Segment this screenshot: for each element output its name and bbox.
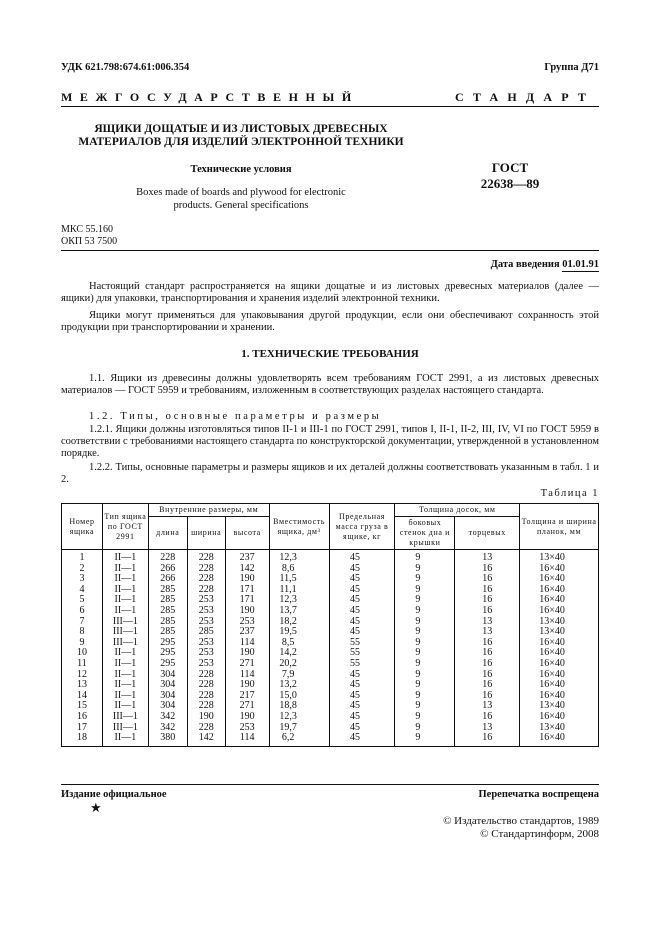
table-cell: 3 <box>62 574 103 585</box>
table-cell: 13×40 <box>520 723 599 734</box>
table-cell: 15,0 <box>269 691 329 702</box>
table-cell: 13×40 <box>520 550 599 564</box>
table-cell: 9 <box>62 638 103 649</box>
table-cell: II—1 <box>102 595 148 606</box>
table-cell: 16×40 <box>520 691 599 702</box>
table-cell: 228 <box>187 723 225 734</box>
table-cell: 295 <box>148 648 187 659</box>
table-cell: 11 <box>62 659 103 670</box>
gost-label: ГОСТ <box>491 160 529 175</box>
table-row <box>62 585 599 596</box>
table-cell: 20,2 <box>269 659 329 670</box>
table-cell: 285 <box>187 627 225 638</box>
table-cell: 228 <box>187 701 225 712</box>
table-cell: 253 <box>187 638 225 649</box>
table-cell: 271 <box>225 701 269 712</box>
table-cell: 10 <box>62 648 103 659</box>
table-cell: 9 <box>395 648 455 659</box>
table-cell: 304 <box>148 691 187 702</box>
table-cell: 18,8 <box>269 701 329 712</box>
table-cell: 45 <box>329 606 395 617</box>
title-line-2: МАТЕРИАЛОВ ДЛЯ ИЗДЕЛИЙ ЭЛЕКТРОННОЙ ТЕХНИКИ <box>78 136 404 148</box>
table-cell: 7,9 <box>269 670 329 681</box>
table-cell: 9 <box>395 712 455 723</box>
table-cell: 9 <box>395 627 455 638</box>
intro-date-label: Дата введения <box>490 259 560 270</box>
table-cell: 16×40 <box>520 595 599 606</box>
table-cell: 45 <box>329 564 395 575</box>
table-cell: 14,2 <box>269 648 329 659</box>
classification-codes <box>61 224 117 248</box>
table-cell: 13 <box>455 701 520 712</box>
table-row <box>62 595 599 606</box>
table-cell: 304 <box>148 680 187 691</box>
table-cell: 6,2 <box>269 733 329 746</box>
table-cell: 228 <box>187 574 225 585</box>
table-cell: 2 <box>62 564 103 575</box>
header-rule <box>61 106 599 107</box>
paragraph-1-2-1: 1.2.1. Ящики должны изготовляться типов II-1 и III-1 по ГОСТ 2991, типов I, II-1, II-2, III, IV, VI по ГОСТ 5959 в соответствии с требованиями настоящего стандарта по конструкторской документации, утвержденной в установленном порядке. <box>61 424 600 459</box>
table-row <box>62 712 599 723</box>
table-cell: II—1 <box>102 701 148 712</box>
english-title-line-1: Boxes made of boards and plywood for electronic <box>136 187 346 198</box>
table-cell: 45 <box>329 701 395 712</box>
table-cell: 295 <box>148 638 187 649</box>
table-cell: 237 <box>225 550 269 564</box>
codes-rule <box>61 250 599 251</box>
table-cell: 55 <box>329 659 395 670</box>
table-cell: 228 <box>187 564 225 575</box>
header-max-load: Предельная масса груза в ящике, кг <box>329 504 395 550</box>
table-cell: 14 <box>62 691 103 702</box>
banner-interstate: МЕЖГОСУДАРСТВЕННЫЙ <box>61 90 359 104</box>
table-cell: 285 <box>148 595 187 606</box>
table-row <box>62 648 599 659</box>
table-cell: 45 <box>329 585 395 596</box>
table-1 <box>61 503 599 747</box>
banner-standard: СТАНДАРТ <box>455 90 596 104</box>
document-subtitle: Технические условия <box>190 164 292 175</box>
table-cell: 228 <box>148 550 187 564</box>
table-cell: 342 <box>148 723 187 734</box>
title-line-1: ЯЩИКИ ДОЩАТЫЕ И ИЗ ЛИСТОВЫХ ДРЕВЕСНЫХ <box>94 123 388 135</box>
reprint-notice: Перепечатка воспрещена <box>478 789 599 800</box>
table-cell: 45 <box>329 670 395 681</box>
table-cell: 190 <box>225 712 269 723</box>
table-row <box>62 701 599 712</box>
table-cell: 9 <box>395 733 455 746</box>
table-cell: 266 <box>148 574 187 585</box>
table-cell: 190 <box>225 574 269 585</box>
mks-code: МКС 55.160 <box>61 224 113 235</box>
footer-rule <box>61 784 599 785</box>
table-cell: 16×40 <box>520 564 599 575</box>
copyright <box>443 815 599 841</box>
table-cell: 304 <box>148 701 187 712</box>
table-cell: 9 <box>395 723 455 734</box>
table-cell: 142 <box>187 733 225 746</box>
table-cell: 9 <box>395 691 455 702</box>
header-planks: Толщина и ширина планок, мм <box>520 504 599 550</box>
table-cell: 5 <box>62 595 103 606</box>
table-cell: 13 <box>455 550 520 564</box>
table-cell: III—1 <box>102 627 148 638</box>
table-cell: 16 <box>62 712 103 723</box>
table-cell: 16 <box>455 638 520 649</box>
table-cell: 16×40 <box>520 638 599 649</box>
table-row <box>62 733 599 746</box>
intro-date <box>491 259 599 270</box>
header-length: длина <box>148 517 187 550</box>
table-cell: 9 <box>395 595 455 606</box>
table-cell: 171 <box>225 595 269 606</box>
table-cell: 228 <box>187 585 225 596</box>
table-cell: 13×40 <box>520 627 599 638</box>
table-cell: 16 <box>455 733 520 746</box>
table-cell: 237 <box>225 627 269 638</box>
table-cell: II—1 <box>102 550 148 564</box>
header-type: Тип ящика по ГОСТ 2991 <box>102 504 148 550</box>
table-cell: 8 <box>62 627 103 638</box>
intro-date-value: 01.01.91 <box>562 259 599 270</box>
table-cell: 45 <box>329 733 395 746</box>
table-cell: 4 <box>62 585 103 596</box>
table-row <box>62 550 599 564</box>
table-cell: 45 <box>329 595 395 606</box>
table-cell: 9 <box>395 638 455 649</box>
table-cell: 16×40 <box>520 680 599 691</box>
table-cell: II—1 <box>102 648 148 659</box>
table-cell: 16×40 <box>520 574 599 585</box>
table-cell: III—1 <box>102 712 148 723</box>
table-cell: 45 <box>329 691 395 702</box>
table-cell: 9 <box>395 550 455 564</box>
table-cell: 285 <box>148 585 187 596</box>
table-cell: 8,5 <box>269 638 329 649</box>
header-board-thickness: Толщина досок, мм <box>395 504 520 517</box>
table-cell: 253 <box>187 659 225 670</box>
table-caption: Таблица 1 <box>540 488 599 499</box>
group-code: Группа Д71 <box>544 62 599 73</box>
table-cell: 16 <box>455 585 520 596</box>
table-cell: 16×40 <box>520 585 599 596</box>
header-volume: Вместимость ящика, дм³ <box>269 504 329 550</box>
table-row <box>62 574 599 585</box>
table-cell: 45 <box>329 712 395 723</box>
table-cell: 16 <box>455 574 520 585</box>
table-cell: 45 <box>329 574 395 585</box>
table-cell: 11,1 <box>269 585 329 596</box>
table-row <box>62 723 599 734</box>
table-cell: II—1 <box>102 670 148 681</box>
header-number: Номер ящика <box>62 504 103 550</box>
document-title <box>61 123 421 149</box>
table-cell: 16 <box>455 648 520 659</box>
table-cell: 45 <box>329 617 395 628</box>
table-cell: 16 <box>455 606 520 617</box>
table-cell: 285 <box>148 617 187 628</box>
table-row <box>62 638 599 649</box>
table-cell: 19,5 <box>269 627 329 638</box>
table-cell: 9 <box>395 670 455 681</box>
table-cell: 228 <box>187 680 225 691</box>
table-row <box>62 606 599 617</box>
table-row <box>62 670 599 681</box>
table-row <box>62 691 599 702</box>
table-cell: 190 <box>225 648 269 659</box>
table-cell: II—1 <box>102 733 148 746</box>
table-cell: 15 <box>62 701 103 712</box>
star-icon: ★ <box>90 800 102 815</box>
table-row <box>62 617 599 628</box>
table-cell: 1 <box>62 550 103 564</box>
table-cell: II—1 <box>102 691 148 702</box>
table-cell: 16 <box>455 595 520 606</box>
paragraph-other-products: Ящики могут применяться для упаковывания другой продукции, если они обеспечивают сохранность этой продукции при транспортировании и хранении. <box>61 310 599 333</box>
table-cell: 253 <box>225 723 269 734</box>
table-cell: 271 <box>225 659 269 670</box>
table-cell: 142 <box>225 564 269 575</box>
table-cell: 253 <box>187 606 225 617</box>
table-cell: 228 <box>187 670 225 681</box>
table-cell: 380 <box>148 733 187 746</box>
table-cell: 304 <box>148 670 187 681</box>
table-cell: II—1 <box>102 585 148 596</box>
table-cell: 13 <box>455 627 520 638</box>
paragraph-1-1: 1.1. Ящики из древесины должны удовлетворять всем требованиям ГОСТ 2991, а из листовых древесных материалов — ГОСТ 5959 и требованиям, изложенным в соответствующих разделах настоящего стандарта. <box>61 373 599 396</box>
table-cell: 228 <box>187 691 225 702</box>
table-cell: 9 <box>395 659 455 670</box>
paragraph-1-2-2: 1.2.2. Типы, основные параметры и размеры ящиков и их деталей должны соответствовать указанным в табл. 1 и 2. <box>61 462 599 485</box>
table-cell: 16×40 <box>520 670 599 681</box>
table-cell: 12 <box>62 670 103 681</box>
table-cell: 16×40 <box>520 659 599 670</box>
table-cell: 11,5 <box>269 574 329 585</box>
table-cell: 9 <box>395 564 455 575</box>
table-row <box>62 564 599 575</box>
table-cell: 190 <box>225 680 269 691</box>
table-cell: III—1 <box>102 723 148 734</box>
table-cell: 114 <box>225 638 269 649</box>
table-cell: II—1 <box>102 680 148 691</box>
english-title-line-2: products. General specifications <box>173 200 309 211</box>
table-row <box>62 659 599 670</box>
table-cell: 253 <box>187 595 225 606</box>
table-row <box>62 627 599 638</box>
table-cell: 12,3 <box>269 595 329 606</box>
section-title: 1. ТЕХНИЧЕСКИЕ ТРЕБОВАНИЯ <box>241 348 419 360</box>
gost-number: 22638—89 <box>480 176 540 191</box>
table-cell: 295 <box>148 659 187 670</box>
paragraph-1-2: 1.2. Типы, основные параметры и размеры <box>89 411 382 422</box>
table-cell: 9 <box>395 585 455 596</box>
okp-code: ОКП 53 7500 <box>61 236 118 247</box>
table-cell: 9 <box>395 617 455 628</box>
table-cell: 253 <box>187 648 225 659</box>
table-cell: 16 <box>455 670 520 681</box>
table-cell: 12,3 <box>269 712 329 723</box>
table-cell: 16 <box>455 712 520 723</box>
table-cell: 19,7 <box>269 723 329 734</box>
table-cell: 55 <box>329 638 395 649</box>
table-cell: 7 <box>62 617 103 628</box>
table-cell: 171 <box>225 585 269 596</box>
table-cell: 266 <box>148 564 187 575</box>
table-cell: 12,3 <box>269 550 329 564</box>
table-cell: 190 <box>187 712 225 723</box>
table-cell: 9 <box>395 701 455 712</box>
header-side-walls: боковых стенок дна и крышки <box>395 517 455 550</box>
table-cell: 253 <box>187 617 225 628</box>
table-cell: 16×40 <box>520 712 599 723</box>
table-cell: 16 <box>455 659 520 670</box>
table-cell: 13 <box>62 680 103 691</box>
table-cell: 285 <box>148 627 187 638</box>
table-cell: 45 <box>329 723 395 734</box>
udk-code: УДК 621.798:674.61:006.354 <box>61 62 190 73</box>
table-cell: III—1 <box>102 617 148 628</box>
table-cell: 16×40 <box>520 606 599 617</box>
table-cell: 9 <box>395 574 455 585</box>
table-cell: III—1 <box>102 638 148 649</box>
copyright-2: © Стандартинформ, 2008 <box>480 828 599 840</box>
paragraph-scope: Настоящий стандарт распространяется на ящики дощатые и из листовых древесных материалов (далее — ящики) для упаковки, транспортирования и хранения изделий электронной техники. <box>61 281 599 304</box>
table-cell: 114 <box>225 670 269 681</box>
table-cell: 13 <box>455 617 520 628</box>
table-cell: 8,6 <box>269 564 329 575</box>
table-cell: 190 <box>225 606 269 617</box>
table-cell: 16×40 <box>520 733 599 746</box>
table-cell: 17 <box>62 723 103 734</box>
table-body <box>62 550 599 747</box>
table-cell: 45 <box>329 550 395 564</box>
table-cell: II—1 <box>102 564 148 575</box>
table-cell: 9 <box>395 680 455 691</box>
table-cell: 6 <box>62 606 103 617</box>
english-title <box>61 186 421 212</box>
table-cell: 45 <box>329 627 395 638</box>
table-cell: 18 <box>62 733 103 746</box>
table-cell: II—1 <box>102 659 148 670</box>
header-inner-dimensions: Внутренние размеры, мм <box>148 504 269 517</box>
table-cell: 16×40 <box>520 648 599 659</box>
table-cell: 13,2 <box>269 680 329 691</box>
table-cell: 16 <box>455 680 520 691</box>
table-cell: 342 <box>148 712 187 723</box>
table-cell: 13×40 <box>520 701 599 712</box>
gost-designation <box>460 160 560 192</box>
table-cell: 217 <box>225 691 269 702</box>
table-cell: 253 <box>225 617 269 628</box>
table-cell: 13×40 <box>520 617 599 628</box>
table-cell: 13,7 <box>269 606 329 617</box>
table-cell: 114 <box>225 733 269 746</box>
table-cell: 55 <box>329 648 395 659</box>
header-end-walls: торцевых <box>455 517 520 550</box>
table-cell: 16 <box>455 564 520 575</box>
official-edition: Издание официальное <box>61 789 167 800</box>
header-width: ширина <box>187 517 225 550</box>
copyright-1: © Издательство стандартов, 1989 <box>443 815 599 827</box>
table-cell: 16 <box>455 691 520 702</box>
table-cell: 45 <box>329 680 395 691</box>
table-cell: 18,2 <box>269 617 329 628</box>
table-cell: 228 <box>187 550 225 564</box>
table-cell: II—1 <box>102 606 148 617</box>
table-cell: 13 <box>455 723 520 734</box>
table-cell: 285 <box>148 606 187 617</box>
header-height: высота <box>225 517 269 550</box>
table-row <box>62 680 599 691</box>
table-cell: 9 <box>395 606 455 617</box>
table-cell: II—1 <box>102 574 148 585</box>
